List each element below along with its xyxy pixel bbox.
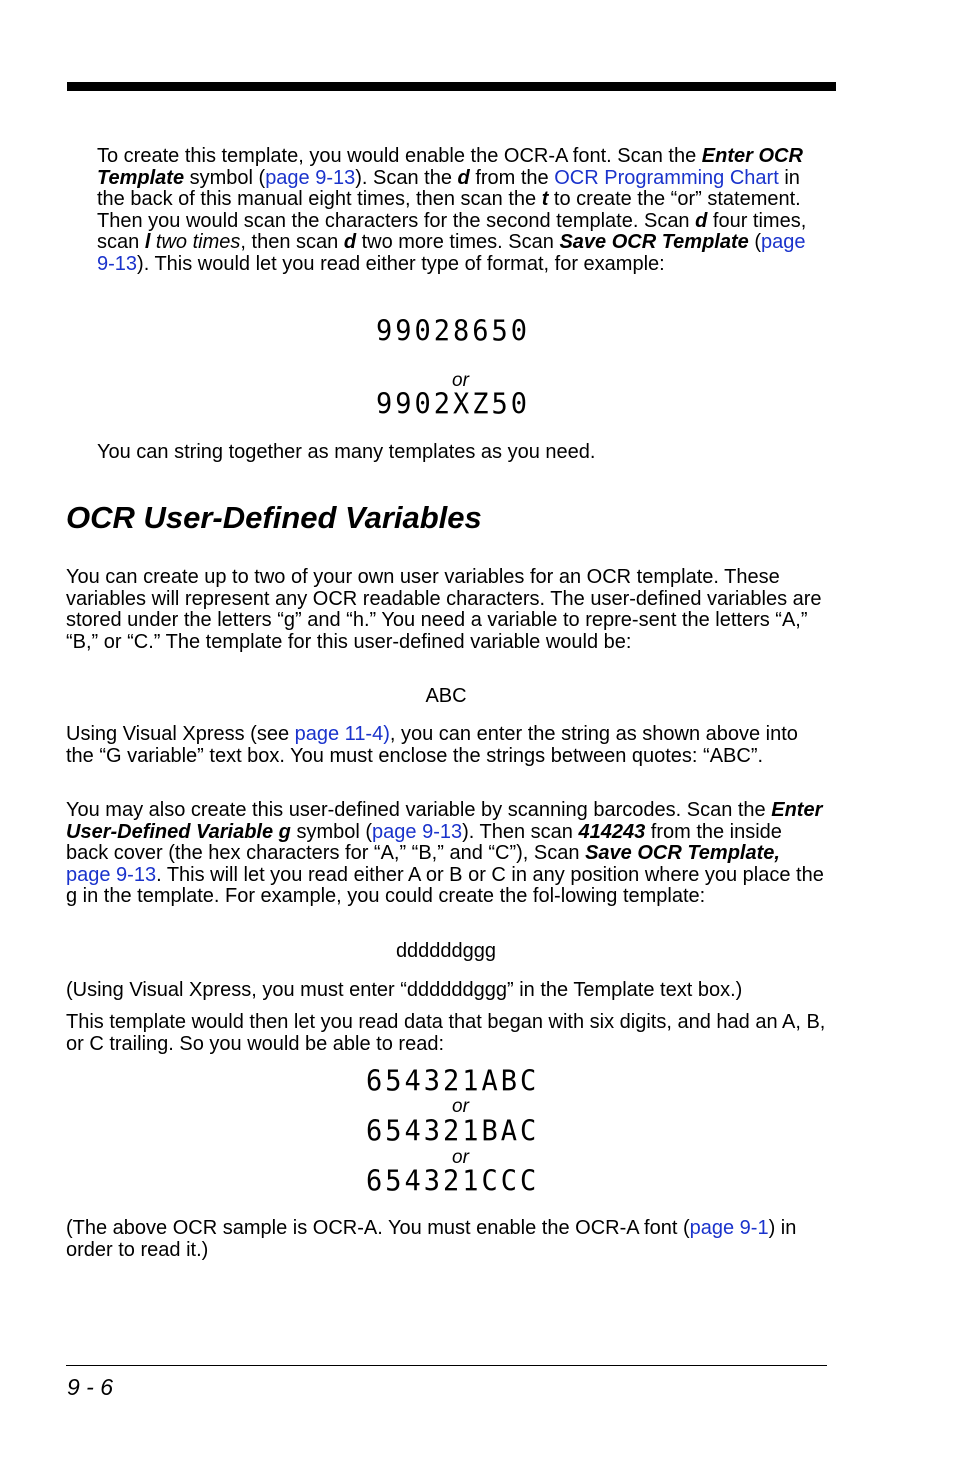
text: ( — [748, 231, 761, 253]
bold-term: d — [343, 231, 357, 253]
abc-example: ABC — [425, 685, 467, 707]
bold-term: Save OCR Template, — [585, 842, 780, 864]
ocr-example-line: 654321ABC — [366, 1065, 540, 1098]
variables-paragraph: You can create up to two of your own user variables for an OCR template. These variables will represent any OCR readable characters. The user-defined variables are stored under the letters “g” and “h.” You need a variable to repre-sent the letters “A,” “B,” or “C.” The template for this user-defined variable would be: — [66, 566, 822, 653]
text: in the back of this manual eight times, then scan the — [97, 166, 800, 210]
bold-term: d — [695, 209, 708, 232]
intro-paragraph — [97, 146, 827, 275]
text: , then scan — [240, 231, 344, 253]
text: from the inside back cover (the hex characters for “A,” “B,” and “C”), Scan — [66, 820, 782, 864]
footer-rule — [66, 1365, 827, 1366]
or-label: or — [452, 1096, 469, 1117]
or-label: or — [452, 1147, 469, 1168]
text: symbol ( — [184, 166, 266, 189]
section-heading: OCR User-Defined Variables — [66, 500, 482, 535]
text: ). Scan the — [355, 166, 458, 189]
text: ). Then scan — [462, 820, 579, 843]
ocr-example-line: 9902XZ50 — [376, 388, 531, 421]
visual-xpress-note: (Using Visual Xpress, you must enter “ddddddggg” in the Template text box.) — [66, 979, 743, 1001]
bold-term: Enter OCR Template — [97, 145, 803, 189]
bold-term: t — [541, 188, 549, 210]
page-link[interactable]: page 9-13 — [66, 863, 157, 886]
string-together-note: You can string together as many templates as you need. — [97, 441, 596, 463]
bold-term: Enter User-Defined Variable g — [66, 799, 823, 843]
page-link[interactable]: page 11-4) — [294, 723, 390, 745]
ocr-example-line: 654321CCC — [366, 1165, 540, 1198]
text: ) in order to read it.) — [66, 1217, 797, 1261]
page-link[interactable]: page 9-1 — [689, 1217, 769, 1239]
text: . This will let you read either A or B or C in any position where you place the g in the template. For example, you could create the fol-lowing template: — [66, 863, 824, 907]
text: four times, scan — [97, 209, 807, 253]
page-number: 9 - 6 — [67, 1374, 114, 1400]
bold-term: 414243 — [578, 820, 646, 843]
text: to create the “or” statement. Then you would scan the characters for the second template. Scan — [97, 188, 801, 232]
page-link[interactable]: page 9-13 — [372, 820, 463, 843]
text: symbol ( — [290, 820, 373, 843]
ocr-example-line: 654321BAC — [366, 1115, 540, 1148]
text: ). This would let you read either type of format, for example: — [137, 252, 665, 275]
italic-text: two times — [150, 231, 241, 253]
text: Using Visual Xpress (see — [66, 723, 295, 745]
ocr-example-line: 99028650 — [376, 315, 531, 348]
bold-term: Save OCR Template — [559, 231, 749, 253]
read-data-paragraph: This template would then let you read data that began with six digits, and had an A, B, or C trailing. So you would be able to read: — [66, 1011, 826, 1055]
bold-term: d — [457, 166, 470, 189]
ocr-a-note — [66, 1218, 826, 1261]
or-label: or — [452, 370, 469, 391]
bold-term: l — [144, 231, 151, 253]
header-rule — [67, 82, 836, 91]
page-link[interactable]: page 9-13 — [265, 166, 356, 189]
barcode-paragraph — [66, 800, 826, 908]
text: You may also create this user-defined variable by scanning barcodes. Scan the — [66, 799, 772, 821]
text: To create this template, you would enable the OCR-A font. Scan the — [97, 145, 702, 167]
chart-link[interactable]: OCR Programming Chart — [554, 166, 779, 189]
text: (The above OCR sample is OCR-A. You must enable the OCR-A font ( — [66, 1217, 690, 1239]
visual-xpress-paragraph — [66, 724, 826, 767]
text: from the — [469, 166, 555, 189]
template-example: ddddddggg — [395, 940, 497, 962]
page-link[interactable]: page 9-13 — [97, 231, 806, 275]
text: , you can enter the string as shown above into the “G variable” text box. You must enclose the strings between quotes: “ABC”. — [66, 723, 798, 767]
text: two more times. Scan — [356, 231, 560, 253]
